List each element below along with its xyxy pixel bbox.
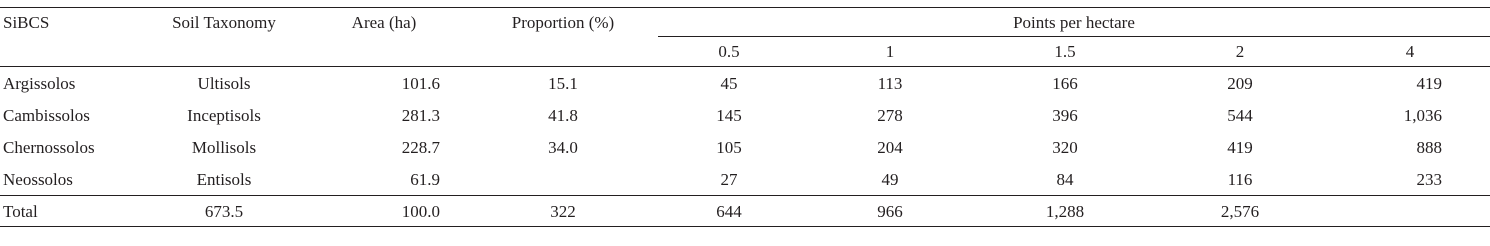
total-cell: 966 — [800, 196, 980, 227]
header-density-4: 4 — [1405, 42, 1415, 61]
cell-p2: 209 — [1150, 67, 1330, 100]
cell-p1: 204 — [877, 137, 903, 157]
cell-taxonomy: Mollisols — [191, 137, 257, 157]
soil-sampling-table — [0, 7, 1490, 227]
cell-sibcs: Argissolos — [0, 67, 148, 100]
cell-area: 101.6 — [300, 67, 468, 100]
total-cell: 673.5 — [148, 196, 300, 227]
cell-taxonomy: Ultisols — [148, 67, 300, 100]
cell-p2: 544 — [1227, 105, 1253, 125]
cell-p4: 1,036 — [1403, 105, 1442, 125]
cell-p05: 27 — [720, 169, 738, 189]
total-row — [0, 196, 1490, 227]
header-density-2: 2 — [1235, 42, 1245, 61]
cell-p15: 396 — [1052, 105, 1078, 125]
table-row — [0, 131, 1490, 163]
cell-proportion: 41.8 — [548, 105, 578, 125]
cell-p2: 116 — [1227, 169, 1253, 189]
header-density-0-5: 0.5 — [718, 42, 740, 61]
cell-p15: 320 — [1052, 137, 1078, 157]
total-cell — [1330, 196, 1490, 227]
total-cell: 2,576 — [1150, 196, 1330, 227]
total-cell: 1,288 — [980, 196, 1150, 227]
cell-p05: 105 — [716, 137, 742, 157]
cell-area: 281.3 — [401, 105, 440, 125]
header-soil-taxonomy: Soil Taxonomy — [148, 8, 300, 67]
cell-p1: 49 — [881, 169, 899, 189]
cell-p4: 233 — [1416, 169, 1442, 189]
header-density-1-5: 1.5 — [1054, 42, 1076, 61]
cell-area: 61.9 — [410, 169, 440, 189]
cell-p1: 113 — [800, 67, 980, 100]
header-points-per-hectare: Points per hectare — [658, 8, 1490, 37]
table-row — [0, 67, 1490, 100]
cell-p05: 145 — [716, 105, 742, 125]
total-cell: 100.0 — [300, 196, 468, 227]
cell-proportion: 34.0 — [548, 137, 578, 157]
header-sibcs: SiBCS — [0, 8, 148, 67]
header-proportion: Proportion (%) — [468, 8, 658, 67]
cell-sibcs: Chernossolos — [3, 137, 95, 157]
cell-taxonomy: Entisols — [196, 169, 252, 189]
header-density-1: 1 — [885, 42, 895, 61]
total-label: Total — [0, 196, 148, 227]
cell-proportion — [468, 163, 658, 196]
table-row — [0, 99, 1490, 131]
total-cell: 644 — [658, 196, 800, 227]
cell-p4: 888 — [1416, 137, 1442, 157]
cell-sibcs: Cambissolos — [3, 105, 90, 125]
header-area: Area (ha) — [300, 8, 468, 67]
table-row — [0, 163, 1490, 196]
total-cell: 322 — [468, 196, 658, 227]
cell-p4: 419 — [1330, 67, 1490, 100]
cell-p15: 84 — [1056, 169, 1074, 189]
header-row-1 — [0, 8, 1490, 37]
cell-area: 228.7 — [401, 137, 440, 157]
cell-sibcs: Neossolos — [3, 169, 73, 189]
cell-proportion: 15.1 — [468, 67, 658, 100]
cell-p05: 45 — [658, 67, 800, 100]
cell-p15: 166 — [980, 67, 1150, 100]
cell-p2: 419 — [1227, 137, 1253, 157]
cell-p1: 278 — [877, 105, 903, 125]
cell-taxonomy: Inceptisols — [187, 105, 261, 125]
